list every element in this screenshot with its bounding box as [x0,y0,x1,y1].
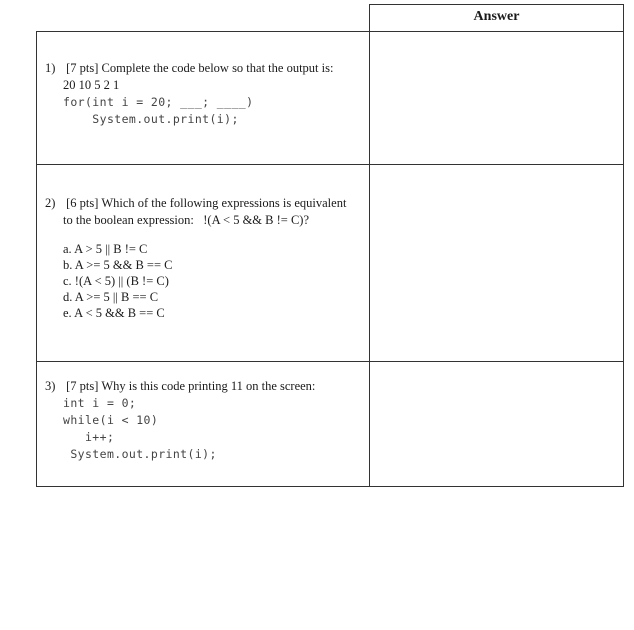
question-points: [7 pts] [66,379,99,393]
header-row [37,5,624,32]
code-line: while(i < 10) [63,413,159,427]
question-2-cell [37,165,370,362]
question-points: [6 pts] [66,196,99,210]
question-points: [7 pts] [66,61,99,75]
question-row-2 [37,165,624,362]
code-line: System.out.print(i); [63,112,239,126]
answer-cell-3[interactable] [370,362,624,487]
answer-cell-1[interactable] [370,32,624,165]
option-c: c. !(A < 5) || (B != C) [63,274,169,288]
code-line: System.out.print(i); [63,447,217,461]
question-2-prompt [45,195,369,212]
question-row-3 [37,362,624,487]
option-d: d. A >= 5 || B == C [63,290,159,304]
question-3-cell [37,362,370,487]
question-1-cell [37,32,370,165]
code-line: i++; [63,430,115,444]
question-number: 1) [45,61,56,75]
expected-output: 20 10 5 2 1 [63,78,120,92]
code-line: int i = 0; [63,396,137,410]
option-a: a. A > 5 || B != C [63,242,148,256]
option-e: e. A < 5 && B == C [63,306,165,320]
code-line: for(int i = 20; ___; ____) [63,95,254,109]
question-row-1 [37,32,624,165]
question-text: Which of the following expressions is equivalent [101,196,347,210]
question-1-prompt [45,60,369,77]
question-text: Why is this code printing 11 on the screen: [101,379,316,393]
question-number: 2) [45,196,56,210]
option-b: b. A >= 5 && B == C [63,258,173,272]
header-empty-cell [37,5,370,32]
question-number: 3) [45,379,56,393]
question-text-continued: to the boolean expression: !(A < 5 && B != C)? [63,213,310,227]
answer-cell-2[interactable] [370,165,624,362]
answer-header: Answer [370,5,624,32]
answer-options [45,241,369,321]
question-text: Complete the code below so that the output is: [101,61,334,75]
question-3-prompt [45,378,369,395]
exam-table [36,4,624,487]
exam-sheet [36,4,623,489]
